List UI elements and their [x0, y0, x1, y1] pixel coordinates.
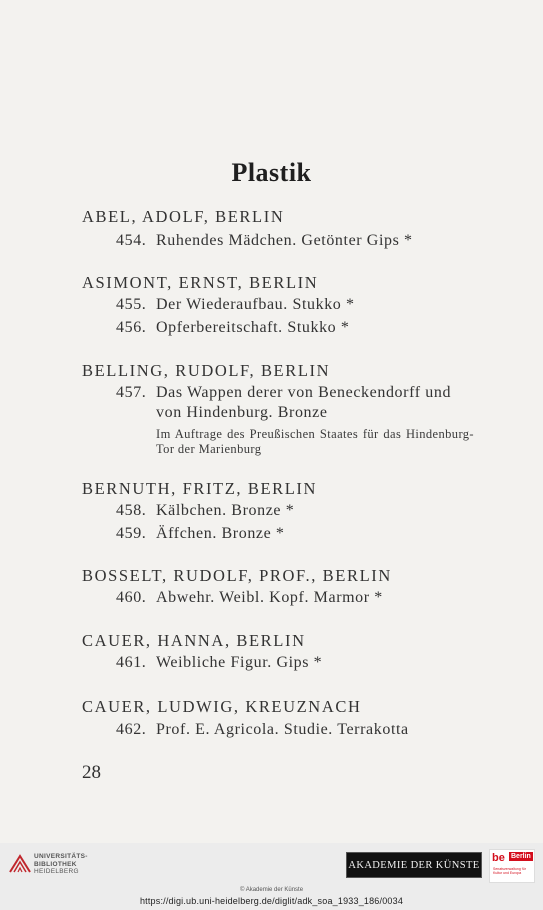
catalog-entry: [116, 525, 285, 543]
artist-heading: ASIMONT, ERNST, BERLIN: [82, 273, 319, 292]
catalog-entry: [116, 384, 451, 402]
catalog-entry: [116, 589, 383, 607]
be-berlin-logo[interactable]: [489, 849, 535, 883]
entry-continuation: von Hindenburg. Bronze: [156, 404, 328, 421]
entry-number: 456.: [116, 319, 147, 336]
akademie-der-kuenste-logo[interactable]: AKADEMIE DER KÜNSTE: [346, 852, 482, 878]
page-title: Plastik: [231, 158, 312, 187]
entry-number: 460.: [116, 589, 147, 606]
entry-number: 458.: [116, 502, 147, 519]
entry-text: Äffchen. Bronze *: [156, 525, 285, 542]
catalog-entry: [116, 721, 409, 739]
entry-number: 459.: [116, 525, 147, 542]
catalog-entry: [116, 502, 294, 520]
entry-number: 457.: [116, 384, 147, 401]
entry-text: Der Wiederaufbau. Stukko *: [156, 296, 355, 313]
entry-number: 455.: [116, 296, 147, 313]
artist-heading: BERNUTH, FRITZ, BERLIN: [82, 479, 318, 498]
entry-number: 462.: [116, 721, 147, 738]
entry-text: Prof. E. Agricola. Studie. Terrakotta: [156, 721, 409, 738]
artist-heading: BELLING, RUDOLF, BERLIN: [82, 361, 331, 380]
entry-text: Das Wappen derer von Beneckendorff und: [156, 384, 452, 401]
entry-note: Im Auftrage des Preußischen Staates für das Hindenburg-Tor der Marienburg: [156, 427, 474, 456]
ub-line-2: BIBLIOTHEK: [34, 860, 77, 868]
berlin-logo-text: Berlin: [511, 853, 531, 860]
entry-number: 461.: [116, 654, 147, 671]
ub-line-1: UNIVERSITÄTS-: [34, 853, 88, 860]
catalog-entry: [116, 654, 322, 672]
ub-line-3: HEIDELBERG: [34, 868, 79, 875]
entry-text: Weibliche Figur. Gips *: [156, 654, 323, 671]
entry-text: Opferbereitschaft. Stukko *: [156, 319, 350, 336]
catalog-entry: [116, 296, 355, 314]
artist-heading: CAUER, HANNA, BERLIN: [82, 631, 306, 650]
artist-heading: ABEL, ADOLF, BERLIN: [82, 207, 285, 226]
copyright-notice: © Akademie der Künste: [239, 887, 304, 893]
university-library-name[interactable]: [34, 853, 88, 876]
catalog-entry: [116, 319, 349, 337]
artist-heading: BOSSELT, RUDOLF, PROF., BERLIN: [82, 566, 392, 585]
university-library-logo-icon[interactable]: [8, 852, 32, 876]
entry-text: Kälbchen. Bronze *: [156, 502, 295, 519]
permalink-url[interactable]: https://digi.ub.uni-heidelberg.de/diglit/adk_soa_1933_186/0034: [139, 896, 404, 906]
entry-number: 454.: [116, 232, 147, 249]
page-number: 28: [82, 762, 101, 783]
entry-text: Abwehr. Weibl. Kopf. Marmor *: [156, 589, 383, 606]
catalog-entry: [116, 232, 413, 250]
artist-heading: CAUER, LUDWIG, KREUZNACH: [82, 697, 362, 716]
be-logo-text: be: [492, 852, 505, 864]
senate-department-text: Senatsverwaltung für Kultur und Europa: [493, 867, 526, 875]
entry-text: Ruhendes Mädchen. Getönter Gips *: [156, 232, 413, 249]
